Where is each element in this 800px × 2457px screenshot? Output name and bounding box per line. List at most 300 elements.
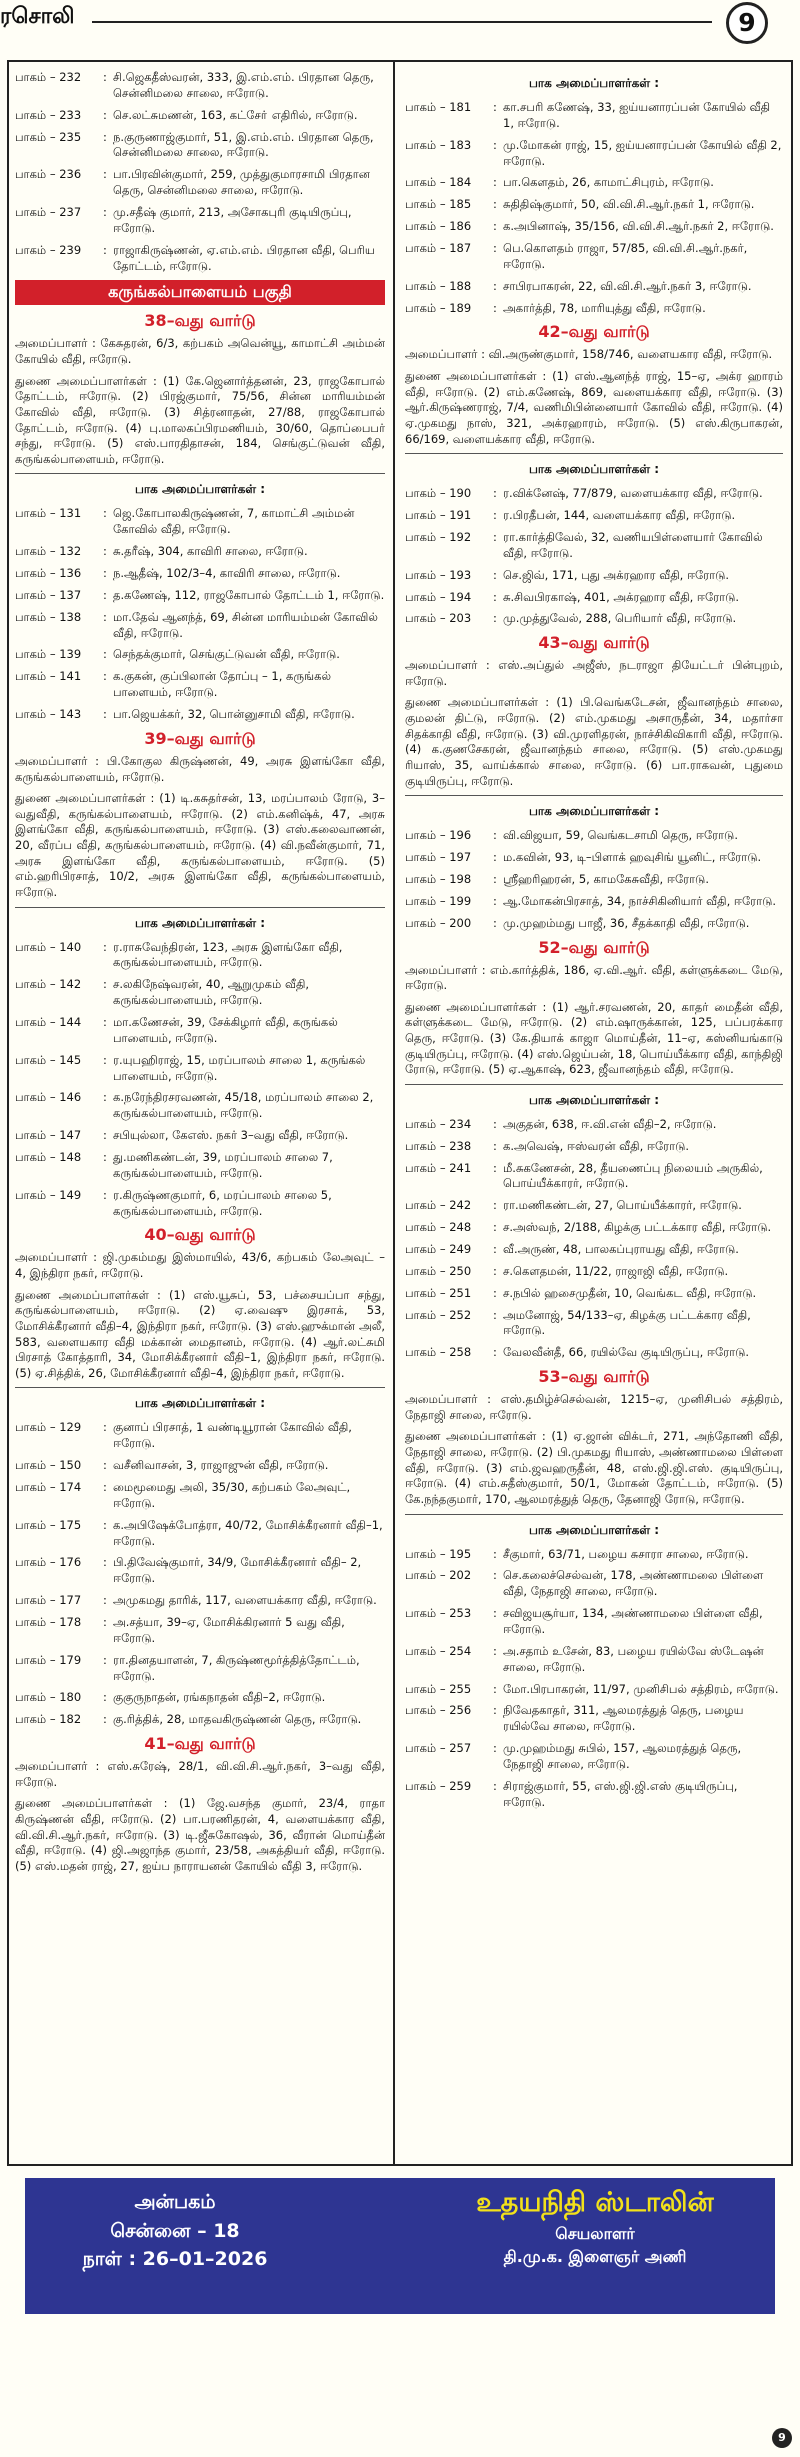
ward-organizer: அமைப்பாளர் : எம்.கார்த்திக், 186, ஏ.வி.ஆர். வீதி, கள்ளுக்கடை மேடு, ஈரோடு.	[405, 962, 783, 993]
booth-colon: :	[103, 1690, 107, 1705]
booth-number: பாகம் – 192	[405, 529, 472, 544]
booth-colon: :	[103, 1090, 107, 1105]
booth-member: சு.தரீஷ், 304, காவிரி சாலை, ஈரோடு.	[113, 544, 308, 559]
booth-number: பாகம் – 177	[15, 1593, 82, 1608]
booth-row	[15, 1128, 385, 1144]
booth-row	[405, 1139, 783, 1155]
booth-colon: :	[493, 850, 497, 865]
booth-row	[15, 647, 385, 663]
booth-colon: :	[493, 300, 497, 315]
booth-colon: :	[103, 70, 107, 84]
booth-row	[405, 138, 783, 170]
booth-number: பாகம் – 143	[15, 707, 82, 722]
booth-number: பாகம் – 185	[405, 197, 472, 212]
booth-number: பாகம் – 183	[405, 137, 472, 152]
section-divider	[405, 1084, 783, 1085]
booth-number: பாகம் – 195	[405, 1546, 472, 1561]
booth-row	[15, 167, 385, 199]
booth-number: பாகம் – 253	[405, 1606, 472, 1621]
booth-member: வீ.அருண், 48, பாலகப்புராயது வீதி, ஈரோடு.	[503, 1242, 739, 1257]
booth-section-title: பாக அமைப்பாளர்கள் :	[528, 462, 660, 477]
booth-member: மு.சதீஷ் குமார், 213, அசோகபுரி குடியிருப்பு, ஈரோடு.	[113, 205, 352, 235]
ward-43-section	[405, 633, 783, 931]
booth-colon: :	[493, 589, 497, 604]
booth-row	[405, 590, 783, 606]
booth-member: வேலவீன்தீ, 66, ரயில்வே குடியிருப்பு, ஈரோடு.	[503, 1345, 750, 1360]
booth-colon: :	[493, 567, 497, 582]
section-divider	[15, 907, 385, 908]
booth-colon: :	[493, 828, 497, 843]
booth-member: மீ.சுகணேசன், 28, தீயணைப்பு நிலையம் அருகில், பொய்யீக்காரர், ஈரோடு.	[503, 1160, 763, 1191]
booth-member: ரா.தினதயாளன், 7, கிருஷ்ணமூர்த்தித்தோட்டம், ஈரோடு.	[113, 1652, 360, 1683]
booth-list	[405, 828, 783, 931]
booth-section-title: பாக அமைப்பாளர்கள் :	[134, 482, 266, 497]
booth-member: பா.கௌதம், 26, காமாட்சிபுரம், ஈரோடு.	[503, 175, 714, 190]
booth-row	[15, 1458, 385, 1474]
booth-row	[405, 508, 783, 524]
booth-row	[405, 1547, 783, 1563]
booth-member: த.கணேஷ், 112, ராஜகோபால் தோட்டம் 1, ஈரோடு.	[113, 587, 385, 602]
booth-number: பாகம் – 139	[15, 647, 82, 662]
booth-member: செ.கலைச்செல்வன், 178, அண்ணாமலை பிள்ளை வீதி, நேதாஜி சாலை, ஈரோடு.	[503, 1568, 764, 1599]
ward-organizer: அமைப்பாளர் : வி.அருண்குமார், 158/746, வளையகார வீதி, ஈரோடு.	[405, 347, 773, 362]
booth-colon: :	[493, 241, 497, 256]
booth-row	[15, 1090, 385, 1122]
booth-row	[405, 241, 783, 273]
footer-office: அன்பகம்	[134, 2191, 216, 2213]
booth-row	[15, 506, 385, 538]
booth-number: பாகம் – 145	[15, 1052, 82, 1067]
footer-address-block	[45, 2188, 305, 2274]
booth-colon: :	[493, 486, 497, 501]
booth-number: பாகம் – 140	[15, 939, 82, 954]
booth-member: மைமூமைது அலி, 35/30, கற்பகம் லேஅவுட், ஈரோடு.	[113, 1480, 351, 1510]
booth-colon: :	[103, 167, 107, 182]
booth-row	[15, 940, 385, 972]
booth-number: பாகம் – 136	[15, 566, 82, 581]
booth-row	[405, 568, 783, 584]
booth-member: ர.விக்னேஷ், 77/879, வளையக்கார வீதி, ஈரோடு.	[503, 486, 763, 501]
booth-member: வசீனிவாசன், 3, ராஜாஜுன் வீதி, ஈரோடு.	[113, 1458, 329, 1473]
booth-number: பாகம் – 132	[15, 544, 82, 559]
column-divider	[393, 62, 395, 2164]
booth-number: பாகம் – 182	[15, 1712, 82, 1727]
ward-title: 53–வது வார்டு	[538, 1367, 650, 1387]
booth-number: பாகம் – 189	[405, 300, 472, 315]
booth-colon: :	[103, 1458, 107, 1473]
booth-number: பாகம் – 180	[15, 1690, 82, 1705]
booth-colon: :	[493, 1116, 497, 1131]
booth-member: ஆ.மோகன்பிரசாத், 34, நாச்சிகினியார் வீதி, ஈரோடு.	[503, 893, 777, 908]
booth-member: அகார்த்தி, 78, மாரியுத்து வீதி, ஈரோடு.	[503, 300, 706, 315]
booth-member: ர.யுபஹிராஜ், 15, மரப்பாலம் சாலை 1, கருங்கல் பாளையம், ஈரோடு.	[113, 1052, 366, 1083]
booth-member: பி.திவேஷ்குமார், 34/9, மோசிக்கீரனார் வீதி– 2, ஈரோடு.	[113, 1555, 362, 1586]
booth-member: பெ.கொளதம் ராஜா, 57/85, வி.வி.சி.ஆர்.நகர், ஈரோடு.	[503, 241, 748, 271]
section-divider	[15, 1387, 385, 1388]
ward-title: 38–வது வார்டு	[144, 311, 256, 331]
section-divider	[405, 795, 783, 796]
booth-colon: :	[103, 1149, 107, 1164]
booth-row	[15, 1593, 385, 1609]
booth-member: சவிஜயசூர்யா, 134, அண்ணாமலை பிள்ளை வீதி, ஈரோடு.	[503, 1606, 763, 1637]
booth-number: பாகம் – 249	[405, 1242, 472, 1257]
left-column	[15, 70, 385, 1881]
booth-number: பாகம் – 149	[15, 1187, 82, 1202]
booth-colon: :	[493, 1160, 497, 1175]
booth-colon: :	[493, 1703, 497, 1718]
page-header	[0, 0, 800, 46]
booth-row	[15, 977, 385, 1009]
booth-row	[405, 175, 783, 191]
booth-row	[15, 610, 385, 642]
section-divider	[405, 1514, 783, 1515]
booth-colon: :	[103, 939, 107, 954]
booth-number: பாகம் – 138	[15, 609, 82, 624]
booth-colon: :	[103, 707, 107, 722]
ward-38-section	[15, 311, 385, 722]
booth-number: பாகம் – 179	[15, 1652, 82, 1667]
booth-colon: :	[103, 1517, 107, 1532]
booth-number: பாகம் – 194	[405, 589, 472, 604]
booth-number: பாகம் – 148	[15, 1149, 82, 1164]
booth-member: அமனோஜ், 54/133–ஏ, கிழக்கு பட்டக்கார வீதி, ஈரோடு.	[503, 1307, 751, 1338]
ward-deputies: துணை அமைப்பாளர்கள் : (1) ஜே.வசந்த குமார், 23/4, ராதா கிருஷ்ணன் வீதி, ஈரோடு. (2) பா.பரணிதரன், 4, வளையக்கார வீதி, வி.வி.சி.ஆர்.நகர், ஈரோடு. (3) டி.ஜீசுகோஷல், 36, வீரான் மொய்தீன் வீதி, ஈரோடு. (4) ஜி.அஜாந்த குமார், 23/58, அகத்தியர் வீதி, ஈரோடு. (5) எஸ்.மதன் ராஜ், 27, ஐய்ப நாராயனன் கோயில் வீதி 3, ஈரோடு.	[15, 1796, 385, 1873]
booth-colon: :	[493, 1568, 497, 1583]
booth-section-title: பாக அமைப்பாளர்கள் :	[528, 1522, 660, 1537]
booth-row	[405, 894, 783, 910]
ward-title: 41–வது வார்டு	[144, 1734, 256, 1754]
booth-member: பா.ஜெயக்கர், 32, பொன்னுசாமி வீதி, ஈரோடு.	[113, 707, 355, 722]
booth-section-title: பாக அமைப்பாளர்கள் :	[528, 76, 660, 90]
bottom-page-number: 9	[772, 2428, 792, 2448]
booth-number: பாகம் – 248	[405, 1220, 472, 1235]
booth-number: பாகம் – 203	[405, 611, 472, 626]
booth-number: பாகம் – 232	[15, 70, 82, 84]
booth-row	[405, 1703, 783, 1735]
booth-row	[405, 1286, 783, 1302]
footer-signatory	[435, 2184, 755, 2268]
booth-number: பாகம் – 234	[405, 1116, 472, 1131]
booth-section-title: பாக அமைப்பாளர்கள் :	[134, 1396, 266, 1411]
booth-row	[15, 1480, 385, 1512]
right-column	[405, 70, 783, 1817]
booth-number: பாகம் – 129	[15, 1420, 82, 1435]
booth-row	[405, 1345, 783, 1361]
booth-number: பாகம் – 202	[405, 1568, 472, 1583]
ward-deputies: துணை அமைப்பாளர்கள் : (1) ஆர்.சரவணன், 20, காதர் மைதீன் வீதி, கள்ளுக்கடை மேடு, ஈரோடு. (2) எம்.ஷாருக்கான், 125, பப்பரக்கார தெரு, ஈரோடு. (3) கே.தியாக் காஜா மொய்தீன், 11–ஏ, கஸ்னியங்காடு குடியிருப்பு, ஈரோடு. (4) எஸ்.ஜெய்பன், 18, பொய்யீக்கார வீதி, காந்திஜி ரோடு, ஈரோடு. (5) ஏ.ஆகாஷ், 623, ஜீவானந்தம் வீதி, ஈரோடு.	[405, 999, 783, 1077]
booth-number: பாகம் – 258	[405, 1345, 472, 1360]
booth-number: பாகம் – 255	[405, 1681, 472, 1696]
booth-member: ந.குருணாஜ்குமார், 51, இ.எம்.எம். பிரதான தெரு, சென்னிமலை சாலை, ஈரோடு.	[113, 129, 374, 160]
ward-deputies: துணை அமைப்பாளர்கள் : (1) எஸ்.யூசுப், 53, பச்சையப்பா சந்து, கருங்கல்பாளையம், ஈரோடு. (2) ஏ.வைஷு இரசாக், 53, மோசிக்கீரனார் வீதி–4, இந்திரா நகர், ஈரோடு. (3) எஸ்.ஹுக்மான் அலீ, 583, வளையகார வீதி மக்கான் மைதானம், ஈரோடு. (4) ஆர்.லட்சுமி பிரசாத் கோத்தாரி, 34, மோசிக்கீரனார் வீதி–1, இந்திரா நகர், ஈரோடு. (5) ஏ.சித்திக், 26, மோசிக்கீரனார் வீதி–4, இந்திரா நகர், ஈரோடு.	[15, 1287, 385, 1380]
ward-deputies: துணை அமைப்பாளர்கள் : (1) எஸ்.ஆனந்த் ராஜ், 15–ஏ, அக்ர ஹாரம் வீதி, ஈரோடு. (2) எம்.கணேஷ், 869, வளையக்கார வீதி, ஈரோடு. (3) ஆர்.கிருஷ்ணராஜ், 7/4, வணிமிபின்னையார் கோவில் வீதி, ஈரோடு. (4) ஏ.முகமது நாஸ், 321, அக்ரஹாரம், ஈரோடு. (5) எஸ்.கிருபாகரன், 66/169, வளையக்கார வீதி, ஈரோடு.	[405, 369, 783, 446]
ward-organizer: அமைப்பாளர் : எஸ்.சுரேஷ், 28/1, வி.வி.சி.ஆர்.நகர், 3–வது வீதி, ஈரோடு.	[15, 1759, 385, 1789]
booth-row	[405, 1264, 783, 1280]
booth-colon: :	[103, 1052, 107, 1067]
booth-number: பாகம் – 198	[405, 871, 472, 886]
booth-member: க.அபிஷேக்போத்ரா, 40/72, மோசிக்கீரனார் வீதி–1, ஈரோடு.	[113, 1517, 383, 1548]
booth-number: பாகம் – 237	[15, 205, 82, 220]
ward-53-section	[405, 1367, 783, 1810]
booth-colon: :	[103, 129, 107, 144]
booth-member: க.அபினாஷ், 35/156, வி.வி.சி.ஆர்.நகர் 2, ஈரோடு.	[503, 219, 774, 234]
booth-list	[15, 940, 385, 1220]
booth-number: பாகம் – 257	[405, 1741, 472, 1756]
area-title-banner: கருங்கல்பாளையம் பகுதி	[15, 280, 385, 305]
booth-colon: :	[493, 1643, 497, 1658]
signatory-name: உதயநிதி ஸ்டாலின்	[476, 2187, 714, 2218]
booth-list	[15, 506, 385, 722]
ward-52-section	[405, 938, 783, 1362]
booth-row	[405, 530, 783, 562]
booth-colon: :	[493, 175, 497, 190]
booth-row	[405, 872, 783, 888]
booth-number: பாகம் – 190	[405, 486, 472, 501]
booth-member: ச.அஸ்வந், 2/188, கிழக்கு பட்டக்கார வீதி, ஈரோடு.	[503, 1220, 772, 1235]
booth-number: பாகம் – 142	[15, 977, 82, 992]
booth-member: மோ.பிரபாகரன், 11/97, முனிசிபல் சத்திரம், ஈரோடு.	[503, 1681, 779, 1696]
ward-title: 52–வது வார்டு	[538, 937, 650, 957]
footer-city: சென்னை – 18	[110, 2219, 240, 2242]
ward-title: 39–வது வார்டு	[144, 728, 256, 748]
intro-list	[15, 70, 385, 274]
booth-number: பாகம் – 236	[15, 167, 82, 182]
booth-colon: :	[103, 1555, 107, 1570]
booth-row	[15, 1690, 385, 1706]
booth-row	[405, 1779, 783, 1811]
booth-colon: :	[103, 647, 107, 662]
booth-member: ர.ராசுவேந்திரன், 123, அரசு இளங்கோ வீதி, கருங்கல்பாளையம், ஈரோடு.	[113, 939, 343, 970]
booth-member: அ.சதாம் உசேன், 83, பழைய ரயில்வே ஸ்டேஷன் சாலை, ஈரோடு.	[503, 1643, 764, 1674]
ward-41-section	[15, 1734, 385, 1874]
booth-colon: :	[493, 100, 497, 114]
ward-title: 42–வது வார்டு	[538, 322, 650, 342]
booth-number: பாகம் – 239	[15, 242, 82, 257]
booth-number: பாகம் – 242	[405, 1198, 472, 1213]
booth-number: பாகம் – 191	[405, 508, 472, 523]
booth-colon: :	[103, 1187, 107, 1202]
booth-number: பாகம் – 256	[405, 1703, 472, 1718]
booth-number: பாகம் – 235	[15, 129, 82, 144]
booth-member: சுதிதிஷ்குமார், 50, வி.வி.சி.ஆர்.நகர் 1, ஈரோடு.	[503, 197, 755, 212]
booth-row	[405, 1741, 783, 1773]
booth-number: பாகம் – 144	[15, 1014, 82, 1029]
booth-colon: :	[103, 506, 107, 521]
ward-organizer: அமைப்பாளர் : எஸ்.அப்துல் அஜீஸ், நடராஜா தியேட்டர் பின்புறம், ஈரோடு.	[405, 658, 783, 688]
booth-number: பாகம் – 186	[405, 219, 472, 234]
booth-member: குனாப் பிரசாத், 1 வண்டியூரான் கோவில் வீதி, ஈரோடு.	[113, 1420, 352, 1451]
ward-42-section	[405, 322, 783, 627]
booth-colon: :	[493, 1778, 497, 1793]
booth-colon: :	[103, 1420, 107, 1435]
booth-member: குகுருநாதன், ரங்கநாதன் வீதி–2, ஈரோடு.	[113, 1690, 326, 1705]
booth-member: ஜெ.கோபாலகிருஷ்ணன், 7, காமாட்சி அம்மன் கோவில் வீதி, ஈரோடு.	[113, 506, 355, 537]
booth-member: து.மணிகண்டன், 39, மரப்பாலம் சாலை 7, கருங்கல்பாளையம், ஈரோடு.	[113, 1149, 333, 1180]
ward-40-section	[15, 1225, 385, 1728]
booth-colon: :	[103, 107, 107, 122]
booth-row	[405, 1161, 783, 1193]
booth-number: பாகம் – 176	[15, 1555, 82, 1570]
booth-member: மா.தேவ் ஆனந்த், 69, சின்ன மாரியம்மன் கோவில் வீதி, ஈரோடு.	[113, 609, 378, 640]
booth-member: ரா.கார்த்திவேல், 32, வணியபிள்ளையார் கோவில் வீதி, ஈரோடு.	[503, 529, 763, 560]
booth-row	[405, 850, 783, 866]
booth-member: சாபிரபாகரன், 22, வி.வி.சி.ஆர்.நகர் 3, ஈரோடு.	[503, 278, 752, 293]
booth-colon: :	[103, 1128, 107, 1143]
booth-number: பாகம் – 147	[15, 1128, 82, 1143]
booth-colon: :	[493, 1138, 497, 1153]
booth-member: மு.முஹம்மது சுபில், 157, ஆலமரத்துத் தெரு, நேதாஜி சாலை, ஈரோடு.	[503, 1741, 742, 1772]
booth-colon: :	[103, 669, 107, 684]
booth-row	[405, 1606, 783, 1638]
booth-number: பாகம் – 233	[15, 107, 82, 122]
booth-member: செந்தக்குமார், செங்குட்டுவன் வீதி, ஈரோடு.	[113, 647, 340, 662]
signature-footer	[25, 2178, 775, 2314]
booth-row	[15, 108, 385, 124]
booth-row	[15, 1615, 385, 1647]
booth-number: பாகம் – 259	[405, 1778, 472, 1793]
booth-number: பாகம் – 197	[405, 850, 472, 865]
booth-colon: :	[493, 1741, 497, 1756]
booth-number: பாகம் – 137	[15, 587, 82, 602]
booth-member: ராஜாகிருஷ்ணன், ஏ.எம்.எம். பிரதான வீதி, பெரிய தோட்டம், ஈரோடு.	[113, 242, 375, 273]
booth-member: ர.கிருஷ்ணகுமார், 6, மரப்பாலம் சாலை 5, கருங்கல்பாளையம், ஈரோடு.	[113, 1187, 332, 1218]
booth-colon: :	[493, 1242, 497, 1257]
booth-row	[15, 1150, 385, 1182]
ward-deputies: துணை அமைப்பாளர்கள் : (1) டி.கசுதர்சன், 13, மரப்பாலம் ரோடு, 3–வதுவீதி, கருங்கல்பாளையம், ஈரோடு. (2) எம்.கனிஷ்க், 47, அரசு இளங்கோ வீதி, கருங்கல்பாளையம், ஈரோடு. (3) எஸ்.கலைவாணன், 20, வீரப்ப வீதி, கருங்கல்பாளையம், ஈரோடு. (4) வி.நவீன்குமார், 71, அரசு இளங்கோ வீதி, கருங்கல்பாளையம், ஈரோடு. (5) எம்.ஹரிபிரசாத், 10/2, அரசு இளங்கோ வீதி, கருங்கல்பாளையம், ஈரோடு.	[15, 791, 385, 899]
booth-row	[405, 916, 783, 932]
booth-number: பாகம் – 181	[405, 100, 472, 114]
booth-row	[15, 1712, 385, 1728]
booth-list	[15, 1420, 385, 1728]
booth-row	[15, 1518, 385, 1550]
booth-number: பாகம் – 193	[405, 567, 472, 582]
booth-colon: :	[493, 1345, 497, 1360]
booth-member: செ.ஜிவ், 171, புது அக்ரஹார வீதி, ஈரோடு.	[503, 567, 730, 582]
booth-row	[15, 1653, 385, 1685]
booth-colon: :	[493, 1198, 497, 1213]
booth-number: பாகம் – 150	[15, 1458, 82, 1473]
booth-member: க.குகன், குப்பிலான் தோப்பு – 1, கருங்கல் பாளையம், ஈரோடு.	[113, 669, 332, 700]
booth-member: சு.சிவபிரகாஷ், 401, அக்ரஹார வீதி, ஈரோடு.	[503, 589, 740, 604]
booth-member: ம.கவின், 93, டி–பிளாக் ஹவுசிங் யூனிட், ஈரோடு.	[503, 850, 762, 865]
booth-number: பாகம் – 141	[15, 669, 82, 684]
booth-number: பாகம் – 199	[405, 893, 472, 908]
booth-number: பாகம் – 146	[15, 1090, 82, 1105]
booth-member: அ.சத்யா, 39–ஏ, மோசிக்கிரனார் 5 வது வீதி, ஈரோடு.	[113, 1615, 345, 1645]
booth-row	[15, 1555, 385, 1587]
masthead-title: ரசொலி	[0, 4, 75, 29]
booth-row	[15, 205, 385, 237]
booth-colon: :	[493, 197, 497, 212]
booth-member: ச.லகிநேஷ்வரன், 40, ஆறுமுகம் வீதி, கருங்கல்பாளையம், ஈரோடு.	[113, 977, 310, 1008]
signatory-role: செயலாளர்	[555, 2223, 635, 2243]
header-rule	[92, 21, 712, 23]
booth-member: சி.ஜெகதீஸ்வரன், 333, இ.எம்.எம். பிரதான தெரு, சென்னிமலை சாலை, ஈரோடு.	[113, 70, 374, 100]
booth-row	[15, 130, 385, 162]
booth-colon: :	[493, 529, 497, 544]
ward-41-booths	[405, 76, 783, 316]
booth-row	[405, 828, 783, 844]
booth-member: பா.பிரவின்குமார், 259, முத்துகுமாரசாமி பிரதான தெரு, சென்னிமலை சாலை, ஈரோடு.	[113, 167, 370, 198]
booth-colon: :	[103, 1615, 107, 1630]
booth-member: கு.ரித்திக், 28, மாதவகிருஷ்ணன் தெரு, ஈரோடு.	[113, 1712, 362, 1727]
booth-number: பாகம் – 178	[15, 1615, 82, 1630]
booth-colon: :	[103, 1652, 107, 1667]
ward-title: 43–வது வார்டு	[538, 633, 650, 653]
booth-number: பாகம் – 184	[405, 175, 472, 190]
booth-colon: :	[103, 977, 107, 992]
booth-row	[405, 611, 783, 627]
booth-colon: :	[103, 544, 107, 559]
booth-member: செ.லட்சுமணன், 163, கட்சோ் எதிரில், ஈரோடு.	[113, 107, 358, 122]
booth-number: பாகம் – 238	[405, 1138, 472, 1153]
ward-deputies: துணை அமைப்பாளர்கள் : (1) கே.ஜெனார்த்தனன், 23, ராஜகோபால் தோட்டம், ஈரோடு. (2) பிரஜ்குமார், 75/56, சின்ன மாரியம்மன் கோவில் வீதி, ஈரோடு. (3) சித்ரனாதன், 27/88, ராஜகோபால் தோட்டம், ஈரோடு. (4) பு.மாலகப்பிரமணியம், 30/60, தொப்பைபர் சந்து, ஈரோடு. (5) எஸ்.பாரதிதாசன், 184, செங்குட்டுவன் வீதி, கருங்கல்பாளையம், ஈரோடு.	[15, 373, 385, 466]
booth-row	[15, 669, 385, 701]
ward-deputies: துணை அமைப்பாளர்கள் : (1) பி.வெங்கடேசன், ஜீவானந்தம் சாலை, குமலன் திட்டு, ஈரோடு. (2) எம்.முகமது அசாருதீன், 34, மதார்சா சிதக்காதி வீதி, ஈரோடு. (3) வி.முரளிதரன், நாச்சிகிவிகாரி வீதி, ஈரோடு. (4) க.குணசேகரன், ஜீவானந்தம் சாலை, ஈரோடு. (5) எஸ்.முகமது ரியாஸ், 35, வாய்க்கால் சாலை, ஈரோடு. (6) பா.ராகவன், புதுமை குடியிருப்பு, ஈரோடு.	[405, 695, 783, 788]
booth-row	[405, 301, 783, 317]
booth-number: பாகம் – 196	[405, 828, 472, 843]
booth-member: மு.முத்துவேல், 288, பெரியார் வீதி, ஈரோடு.	[503, 611, 737, 626]
booth-list	[405, 486, 783, 627]
booth-row	[15, 1015, 385, 1047]
booth-row	[405, 197, 783, 213]
booth-row	[405, 1198, 783, 1214]
ward-organizer: அமைப்பாளர் : எஸ்.தமிழ்ச்செல்வன், 1215–ஏ, முனிசிபல் சத்திரம், நேதாஜி சாலை, ஈரோடு.	[405, 1392, 783, 1422]
booth-colon: :	[493, 1220, 497, 1235]
ward-organizer: அமைப்பாளர் : பி.கோகுல கிருஷ்ணன், 49, அரசு இளங்கோ வீதி, கருங்கல்பாளையம், ஈரோடு.	[15, 753, 385, 784]
ward-deputies: துணை அமைப்பாளர்கள் : (1) ஏ.ஜான் விக்டர், 271, அந்தோணி வீதி, நேதாஜி சாலை, ஈரோடு. (2) பி.முகமது ரியாஸ், அண்ணாமலை பிள்ளை வீதி, ஈரோடு. (3) எம்.ஜவஹருதீன், 48, எஸ்.ஜி.ஜி.எஸ். குடியிருப்பு, ஈரோடு. (4) எம்.சுதீஸ்குமார், 50/1, மோகன் தோட்டம், ஈரோடு. (5) கே.நந்தகுமார், 170, ஆலமரத்துத் தெரு, தேனாஜி ரோடு, ஈரோடு.	[405, 1429, 783, 1506]
section-divider	[15, 473, 385, 474]
booth-row	[405, 279, 783, 295]
booth-list	[405, 1117, 783, 1361]
booth-number: பாகம் – 174	[15, 1480, 82, 1494]
booth-member: ச.நபில் ஹசைமுதீன், 10, வெங்கட வீதி, ஈரோடு.	[503, 1285, 757, 1300]
booth-member: நிவேதகாதர், 311, ஆலமரத்துத் தெரு, பழைய ரயில்வே சாலை, ஈரோடு.	[503, 1703, 744, 1734]
booth-colon: :	[493, 508, 497, 523]
booth-row	[405, 1644, 783, 1676]
booth-list	[405, 100, 783, 316]
booth-colon: :	[103, 1712, 107, 1727]
booth-row	[405, 1242, 783, 1258]
booth-row	[15, 243, 385, 275]
ward-39-section	[15, 729, 385, 1220]
booth-number: பாகம் – 187	[405, 241, 472, 256]
booth-number: பாகம் – 250	[405, 1263, 472, 1278]
booth-colon: :	[493, 1307, 497, 1322]
booth-number: பாகம் – 241	[405, 1160, 472, 1175]
ward-organizer: அமைப்பாளர் : ஜி.முகம்மது இஸ்மாயில், 43/6, கற்பகம் லேஅவுட் – 4, இந்திரா நகர், ஈரோடு.	[15, 1250, 385, 1281]
booth-row	[15, 1188, 385, 1220]
ward-organizer: அமைப்பாளர் : கேசுதரன், 6/3, கற்பகம் அவென்யூ, காமாட்சி அம்மன் கோயில் வீதி, ஈரோடு.	[15, 336, 385, 367]
booth-number: பாகம் – 175	[15, 1517, 82, 1532]
booth-colon: :	[103, 1593, 107, 1608]
booth-member: சிராஜ்குமார், 55, எஸ்.ஜி.ஜி.எஸ் குடியிருப்பு, ஈரோடு.	[503, 1778, 738, 1809]
booth-row	[405, 1308, 783, 1340]
booth-colon: :	[103, 1480, 107, 1494]
booth-colon: :	[493, 137, 497, 152]
booth-row	[405, 1682, 783, 1698]
booth-colon: :	[493, 1606, 497, 1621]
booth-colon: :	[103, 609, 107, 624]
booth-member: கா.சபரி கணேஷ், 33, ஐய்யனாரப்பன் கோயில் வீதி 1, ஈரோடு.	[503, 100, 771, 130]
booth-member: மா.கணேசன், 39, சேக்கிழார் வீதி, கருங்கல் பாளையம், ஈரோடு.	[113, 1014, 338, 1045]
booth-colon: :	[103, 205, 107, 220]
section-divider	[405, 453, 783, 454]
booth-member: ர.பிரதீபன், 144, வளையக்கார வீதி, ஈரோடு.	[503, 508, 736, 523]
booth-member: மு.மோகன் ராஜ், 15, ஐய்யனாரப்பன் கோயில் வீதி 2, ஈரோடு.	[503, 137, 782, 168]
booth-colon: :	[103, 587, 107, 602]
booth-member: ச.கௌதமன், 11/22, ராஜாஜி வீதி, ஈரோடு.	[503, 1263, 729, 1278]
